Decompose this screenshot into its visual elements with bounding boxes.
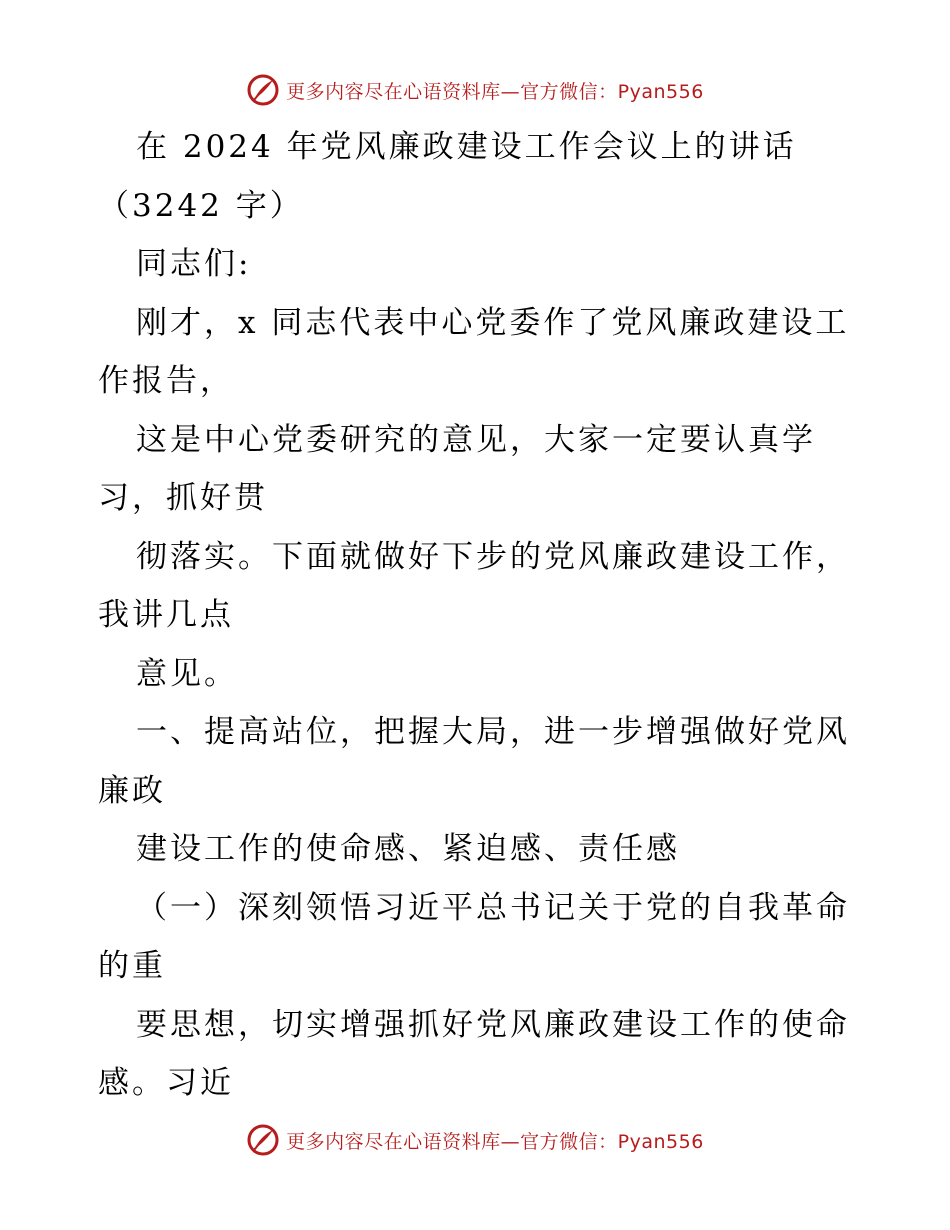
text-line: 感。习近 — [98, 1065, 234, 1101]
watermark-text: 更多内容尽在心语资料库—官方微信：Pyan556 — [286, 1130, 704, 1153]
watermark-banner-top — [0, 70, 950, 110]
text-line: 作报告， — [98, 363, 234, 399]
text-line: （3242 字） — [98, 187, 304, 224]
text-line: 这是中心党委研究的意见，大家一定要认真学 — [136, 421, 816, 458]
text-line: 同志们: — [136, 246, 252, 282]
text-line: 的重 — [98, 948, 166, 984]
document-body — [98, 118, 858, 1113]
feather-pen-logo-icon — [246, 1123, 280, 1157]
text-line: 在 2024 年党风廉政建设工作会议上的讲话 — [136, 129, 797, 165]
text-line: 要思想，切实增强抓好党风廉政建设工作的使命 — [136, 1006, 850, 1043]
feather-pen-logo-icon — [246, 73, 280, 107]
text-line: 我讲几点 — [98, 597, 234, 633]
text-line: 彻落实。下面就做好下步的党风廉政建设工作， — [136, 538, 850, 575]
watermark-text: 更多内容尽在心语资料库—官方微信：Pyan556 — [286, 80, 704, 103]
text-line: （一）深刻领悟习近平总书记关于党的自我革命 — [136, 889, 850, 926]
text-line: 意见。 — [136, 655, 238, 692]
text-line: 廉政 — [98, 772, 166, 809]
text-line: 一、提高站位，把握大局，进一步增强做好党风 — [136, 714, 850, 750]
watermark-banner-bottom — [0, 1120, 950, 1160]
text-line: 刚才，x 同志代表中心党委作了党风廉政建设工 — [136, 304, 850, 341]
text-line: 建设工作的使命感、紧迫感、责任感 — [136, 831, 680, 867]
text-line: 习，抓好贯 — [98, 480, 268, 516]
